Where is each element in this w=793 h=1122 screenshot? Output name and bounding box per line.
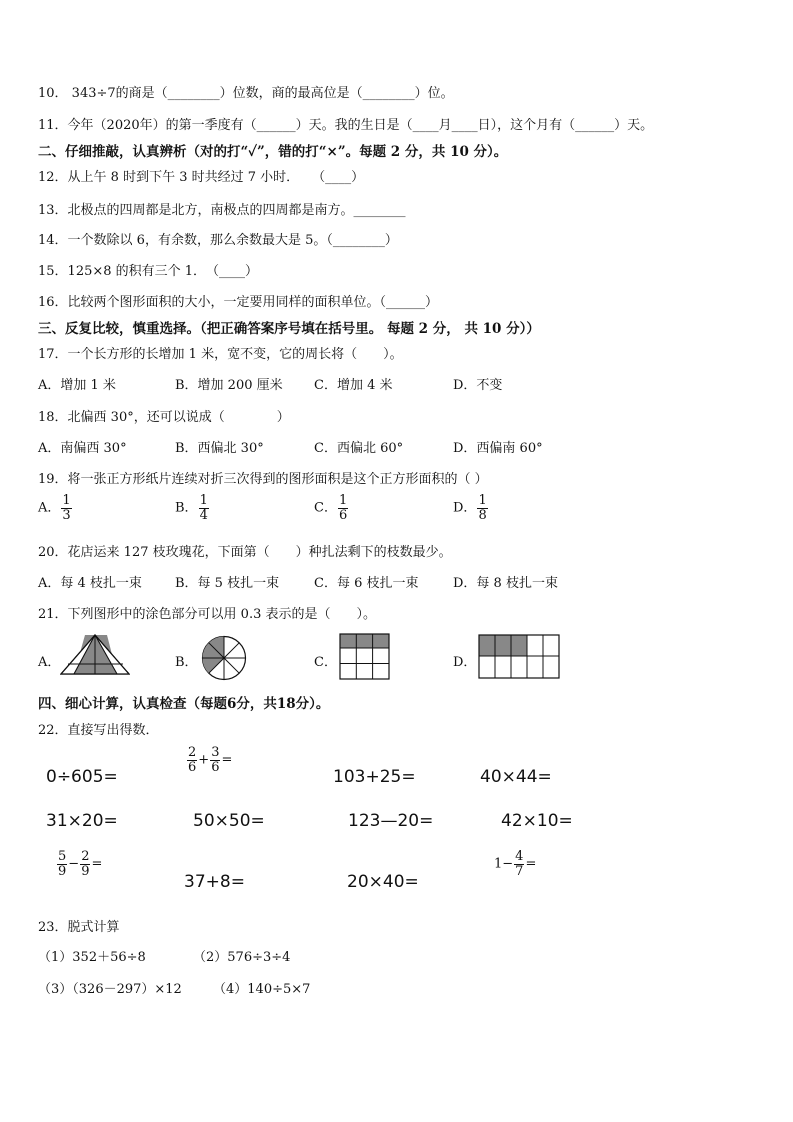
calc-10: 37+8= [184,872,245,892]
denominator: 6 [211,759,220,775]
section-2-heading: 二、仔细推敲，认真辨析（对的打“✓”，错的打“×”。每题 2 分，共 10 分）。 [38,144,508,160]
calc-9-fraction-2 [80,850,90,878]
numerator: 2 [81,849,90,864]
q23-part-2: （2）576÷3÷4 [193,950,291,965]
calc-12 [494,850,536,878]
numerator: 1 [62,493,71,508]
question-11: 11．今年（2020年）的第一季度有（______）天。我的生日是（____月____日），这个月有（______）天。 [38,118,654,133]
question-13: 13．北极点的四周都是北方，南极点的四周都是南方。________ [38,203,406,218]
question-21-stem: 21．下列图形中的涂色部分可以用 0.3 表示的是（ ）。 [38,607,376,622]
numerator: 4 [515,849,524,864]
calc-9 [56,850,102,878]
question-14: 14．一个数除以 6，有余数，那么余数最大是 5。（________） [38,233,398,248]
numerator: 1 [478,493,487,508]
calc-4: 40×44= [480,767,552,787]
q19-option-c-fraction [338,494,348,522]
question-10: 10． 343÷7的商是（________）位数，商的最高位是（________）位。 [38,86,454,101]
calc-9-operator: − [68,856,80,872]
calc-2-equals: = [221,752,233,768]
numerator: 1 [338,493,348,508]
denominator: 3 [62,507,71,523]
q21-option-c-letter: C． [314,655,337,670]
q17-option-a: A．增加 1 米 [38,378,116,393]
calc-12-equals: = [525,856,537,872]
q20-option-a: A．每 4 枝扎一束 [38,576,142,591]
q19-option-c-letter: C． [314,500,337,516]
q17-option-b: B．增加 200 厘米 [175,378,283,393]
question-23-stem: 23．脱式计算 [38,920,120,935]
denominator: 9 [58,863,67,879]
denominator: 9 [81,863,90,879]
calc-6: 50×50= [193,811,265,831]
q19-option-d-fraction [477,494,487,522]
q23-part-4: （4）140÷5×7 [213,982,311,997]
numerator: 1 [199,493,208,508]
q21-option-c-grid [339,633,391,681]
calc-12-prefix: 1− [494,856,514,872]
question-16: 16．比较两个图形面积的大小，一定要用同样的面积单位。（______） [38,295,439,310]
q18-option-a: A．南偏西 30° [38,441,127,456]
q18-option-c: C．西偏北 60° [314,441,404,456]
q19-option-b [175,494,210,522]
q20-option-b: B．每 5 枝扎一束 [175,576,280,591]
q17-option-c: C．增加 4 米 [314,378,393,393]
q21-option-b-circle [200,634,248,682]
q17-option-d: D．不变 [453,378,503,393]
question-17-stem: 17．一个长方形的长增加 1 米，宽不变，它的周长将（ ）。 [38,347,403,362]
denominator: 4 [199,507,208,523]
calc-8: 42×10= [501,811,573,831]
calc-2 [186,746,232,774]
question-18-stem: 18．北偏西 30°，还可以说成（ ） [38,410,290,425]
q19-option-b-letter: B． [175,500,198,516]
calc-5: 31×20= [46,811,118,831]
denominator: 7 [515,863,524,879]
q23-part-3: （3）（326－297）×12 [38,982,182,997]
q21-option-a-triangle [60,634,130,676]
q19-option-a-letter: A． [38,500,61,516]
calc-7: 123—20= [348,811,434,831]
q20-option-d: D．每 8 枝扎一束 [453,576,558,591]
q19-option-d [453,494,489,522]
q18-option-d: D．西偏南 60° [453,441,543,456]
q21-option-b-letter: B． [175,655,198,670]
denominator: 8 [478,507,487,523]
calc-12-fraction [514,850,524,878]
question-22-stem: 22．直接写出得数． [38,723,159,738]
q19-option-c [314,494,349,522]
q19-option-a-fraction [61,494,71,522]
question-19-stem: 19．将一张正方形纸片连续对折三次得到的图形面积是这个正方形面积的（ ） [38,472,488,487]
question-20-stem: 20．花店运来 127 枝玫瑰花，下面第（ ）种扎法剩下的枝数最少。 [38,545,452,560]
calc-2-fraction-1 [187,746,197,774]
calc-3: 103+25= [333,767,416,787]
calc-2-operator: + [198,752,210,768]
q21-option-d-letter: D． [453,655,477,670]
q23-part-1: （1）352＋56÷8 [38,950,146,965]
q21-option-d-grid [478,634,560,680]
calc-9-equals: = [91,856,103,872]
question-15: 15．125×8 的积有三个 1． （____） [38,264,259,279]
calc-9-fraction-1 [57,850,67,878]
section-4-heading: 四、细心计算，认真检查（每题6分，共18分）。 [38,696,330,712]
numerator: 2 [188,745,197,760]
question-12: 12．从上午 8 时到下午 3 时共经过 7 小时． （____） [38,170,365,185]
denominator: 6 [338,507,348,523]
q18-option-b: B．西偏北 30° [175,441,264,456]
q19-option-d-letter: D． [453,500,477,516]
denominator: 6 [188,759,197,775]
numerator: 3 [211,745,220,760]
q19-option-a [38,494,73,522]
calc-2-fraction-2 [210,746,220,774]
section-3-heading: 三、反复比较，慎重选择。（把正确答案序号填在括号里。 每题 2 分， 共 10 分）） [38,321,540,337]
q19-option-b-fraction [199,494,209,522]
calc-11: 20×40= [347,872,419,892]
q21-option-a-letter: A． [38,655,61,670]
numerator: 5 [58,849,67,864]
q20-option-c: C．每 6 枝扎一束 [314,576,419,591]
calc-1: 0÷605= [46,767,118,787]
